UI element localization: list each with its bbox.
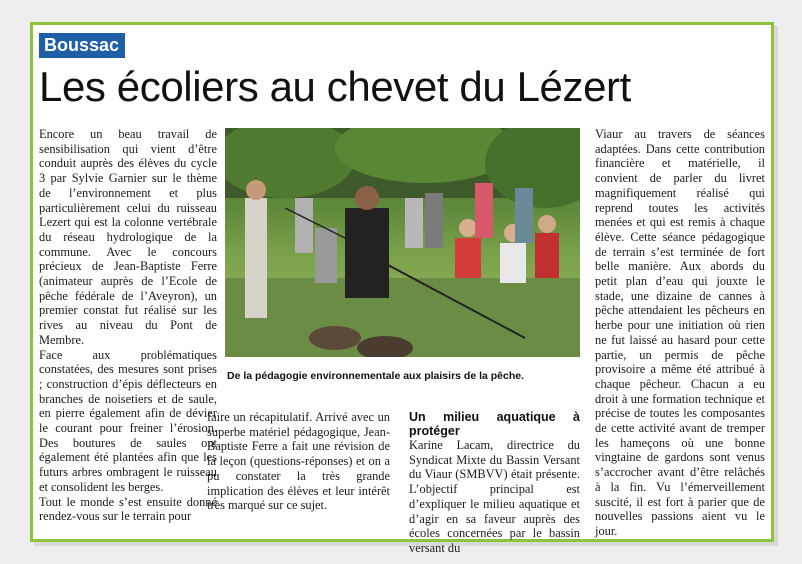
subheading: Un milieu aquatique à protéger [409,410,580,438]
paragraph: faire un récapitulatif. Arrivé avec un superbe matériel pédagogique, Jean-Baptiste Ferre a fait une révision de la leçon (questions-réponses) et on a pu constater la très grande implication des élèves et leur intérêt très marqué sur ce sujet. [207,410,390,513]
photo-illustration [225,128,580,357]
paragraph: Viaur au travers de séances adaptées. Dans cette contribution financière et matérielle, il convient de parler du livret magnifiquement réalisé qui reprend toutes les activités menées et qui est remis à chaque élève. Cette séance pédagogique de terrain s’est terminée de fort belle manière. Aux abords du petit plan d’eau qui jouxte le stade, une dizaine de cannes à pêche attendaient les pêcheurs en herbe pour une initiation où rien ne fut laissé au hasard pour cette partie, un permis de pêche provisoire a même été attribué à chaque pêcheur. Chacun a eu droit à une formation technique et précise de toutes les composantes de cette activité avant de tremper les hameçons où une bonne vingtaine de gardons sont venus s’accrocher avant d’être relâchés à la fin. Vu l’émerveillement suscité, il est fort à parier que de nouvelles passions aient vu le jour. [595,127,765,538]
paragraph: Karine Lacam, directrice du Syndicat Mixte du Bassin Versant du Viaur (SMBVV) était présente. L’objectif principal est d’expliquer le milieu aquatique et d’agir en sa faveur auprès des écoles concernées par le bassin versant du [409,438,580,555]
paragraph: Tout le monde s’est ensuite donné rendez-vous sur le terrain pour [39,494,217,524]
headline: Les écoliers au chevet du Lézert [39,63,631,110]
article-photo [225,128,580,357]
column-2 [207,410,390,513]
paragraph: Face aux problématiques constatées, des mesures sont prises ; construction d’épis déflecteurs en branches de noisetiers et de saule, en pierre également afin de dévier le courant pour freiner l’érosion. Des boutures de saules ont également été plantées afin que les futurs arbres ombragent le ruisseau et consolident les berges. [39,347,217,494]
column-1 [39,127,217,524]
paragraph: Encore un beau travail de sensibilisation qui vient d’être conduit auprès des élèves du cycle 3 par Sylvie Garnier sur le thème de l’environnement et plus particulièrement celui du ruisseau Lezert qui est la colonne vertébrale du réseau hydrologique de la commune. Avec le concours précieux de Jean-Baptiste Ferre (animateur auprès de l’Ecole de pêche fédérale de l’Aveyron), un premier constat fut réalisé sur les rives au niveau du Pont de Membre. [39,127,217,347]
section-tag: Boussac [39,33,125,58]
photo-caption: De la pédagogie environnementale aux plaisirs de la pêche. [227,370,525,382]
column-3 [409,410,580,556]
column-4 [595,127,765,539]
article-frame [30,22,774,555]
